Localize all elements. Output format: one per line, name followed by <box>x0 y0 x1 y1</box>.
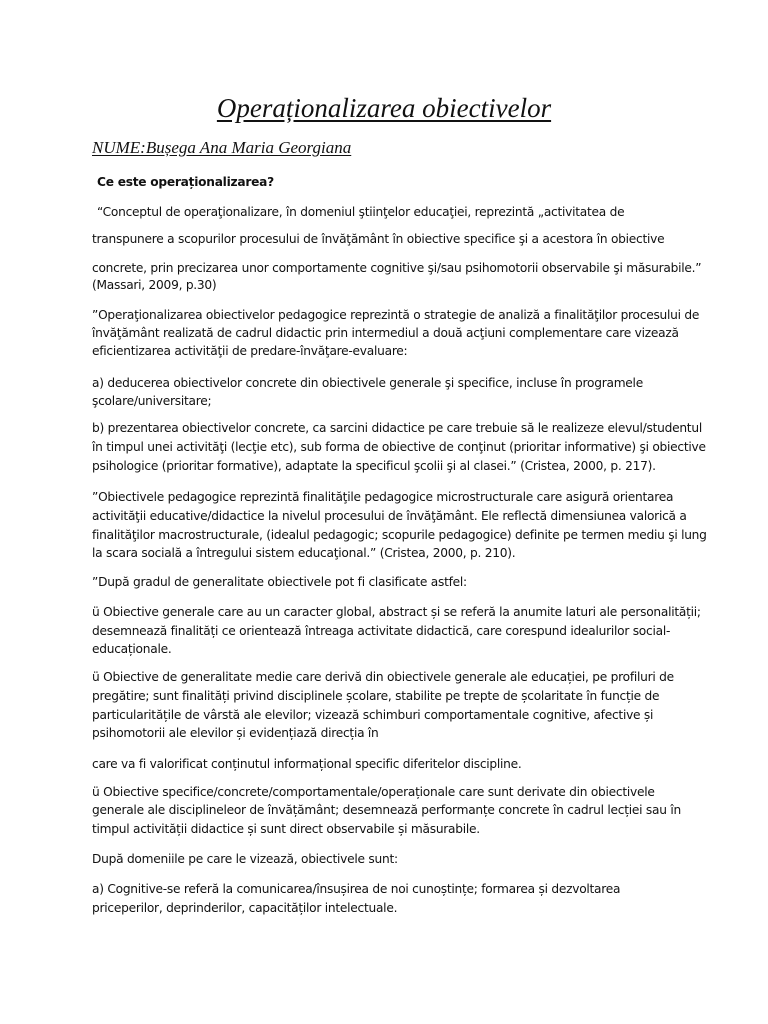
list-item: a) Cognitive-se referă la comunicarea/însușirea de noi cunoștințe; formarea și dezvoltarea <box>92 882 621 896</box>
paragraph-line: După domeniile pe care le vizează, obiectivele sunt: <box>92 852 398 866</box>
paragraph-line: generale ale disciplineleor de învățământ; desemnează performanțe concrete în cadrul lecției sau în <box>92 803 681 817</box>
list-item: ü Obiective de generalitate medie care derivă din obiectivele generale ale educației, pe profiluri de <box>92 670 674 684</box>
paragraph-line: ”Operaţionalizarea obiectivelor pedagogice reprezintă o strategie de analiză a finalităţilor procesului de <box>92 308 700 322</box>
paragraph-line: finalităţilor macrostructurale, (idealul pedagogic; scopurile pedagogice) definite pe termen mediu şi lung <box>92 528 707 542</box>
author-name: NUME:Bușega Ana Maria Georgiana <box>92 138 352 157</box>
paragraph-line: la scara socială a întregului sistem educaţional.” (Cristea, 2000, p. 210). <box>92 546 516 560</box>
paragraph-line: ”Obiectivele pedagogice reprezintă finalităţile pedagogice microstructurale care asigură orientarea <box>92 490 674 504</box>
paragraph-line: b) prezentarea obiectivelor concrete, ca sarcini didactice pe care trebuie să le realizeze elevul/studentul <box>92 421 702 435</box>
paragraph-line: în timpul unei activităţi (lecţie etc), sub forma de obiective de conţinut (prioritar informative) şi obiective <box>92 440 706 454</box>
paragraph-line: (Massari, 2009, p.30) <box>92 278 217 292</box>
paragraph-line: activităţii educative/didactice la nivelul procesului de învăţământ. Ele reflectă dimensiunea valorică a <box>92 509 687 523</box>
paragraph-line: particularitățile de vârstă ale elevilor; vizează schimburi comportamentale cognitive, afective și <box>92 708 654 722</box>
list-item: ü Obiective generale care au un caracter global, abstract și se referă la anumite laturi ale personalității; <box>92 605 701 619</box>
paragraph-line: desemnează finalități ce orientează întreaga activitate didactică, care corespund idealurilor social- <box>92 624 671 638</box>
paragraph-line: educaționale. <box>92 642 172 656</box>
paragraph-line: concrete, prin precizarea unor comportamente cognitive şi/sau psihomotorii observabile şi măsurabile.” <box>92 261 702 275</box>
paragraph-line: “Conceptul de operaţionalizare, în domeniul ştiinţelor educaţiei, reprezintă „activitatea de <box>97 205 625 219</box>
paragraph-line: timpul activității didactice și sunt direct observabile și măsurabile. <box>92 822 480 836</box>
paragraph-line: psihologice (prioritar formative), adaptate la specificul şcolii şi al clasei.” (Cristea, 2000, p. 217). <box>92 459 656 473</box>
paragraph-line: transpunere a scopurilor procesului de învăţământ în obiective specifice şi a acestora în obiective <box>92 232 665 246</box>
paragraph-line: a) deducerea obiectivelor concrete din obiectivele generale şi specifice, incluse în programele <box>92 376 643 390</box>
page-title: Operaționalizarea obiectivelor <box>216 93 552 123</box>
paragraph-line: care va fi valorificat conținutul informațional specific diferitelor discipline. <box>92 757 522 771</box>
section-heading: Ce este operaționalizarea? <box>97 175 274 189</box>
paragraph-line: pregătire; sunt finalități privind disciplinele școlare, stabilite pe trepte de școlaritate în funcție de <box>92 689 660 703</box>
paragraph-line: psihomotorii ale elevilor și evidențiază direcția în <box>92 726 379 740</box>
paragraph-line: ”După gradul de generalitate obiectivele pot fi clasificate astfel: <box>92 575 467 589</box>
paragraph-line: şcolare/universitare; <box>92 394 212 408</box>
paragraph-line: eficientizarea activităţii de predare-învăţare-evaluare: <box>92 344 408 358</box>
paragraph-line: priceperilor, deprinderilor, capacităților intelectuale. <box>92 901 398 915</box>
paragraph-line: învăţământ realizată de cadrul didactic prin intermediul a două acţiuni complementare care vizează <box>92 326 679 340</box>
list-item: ü Obiective specifice/concrete/comportamentale/operaționale care sunt derivate din obiectivele <box>92 785 655 799</box>
